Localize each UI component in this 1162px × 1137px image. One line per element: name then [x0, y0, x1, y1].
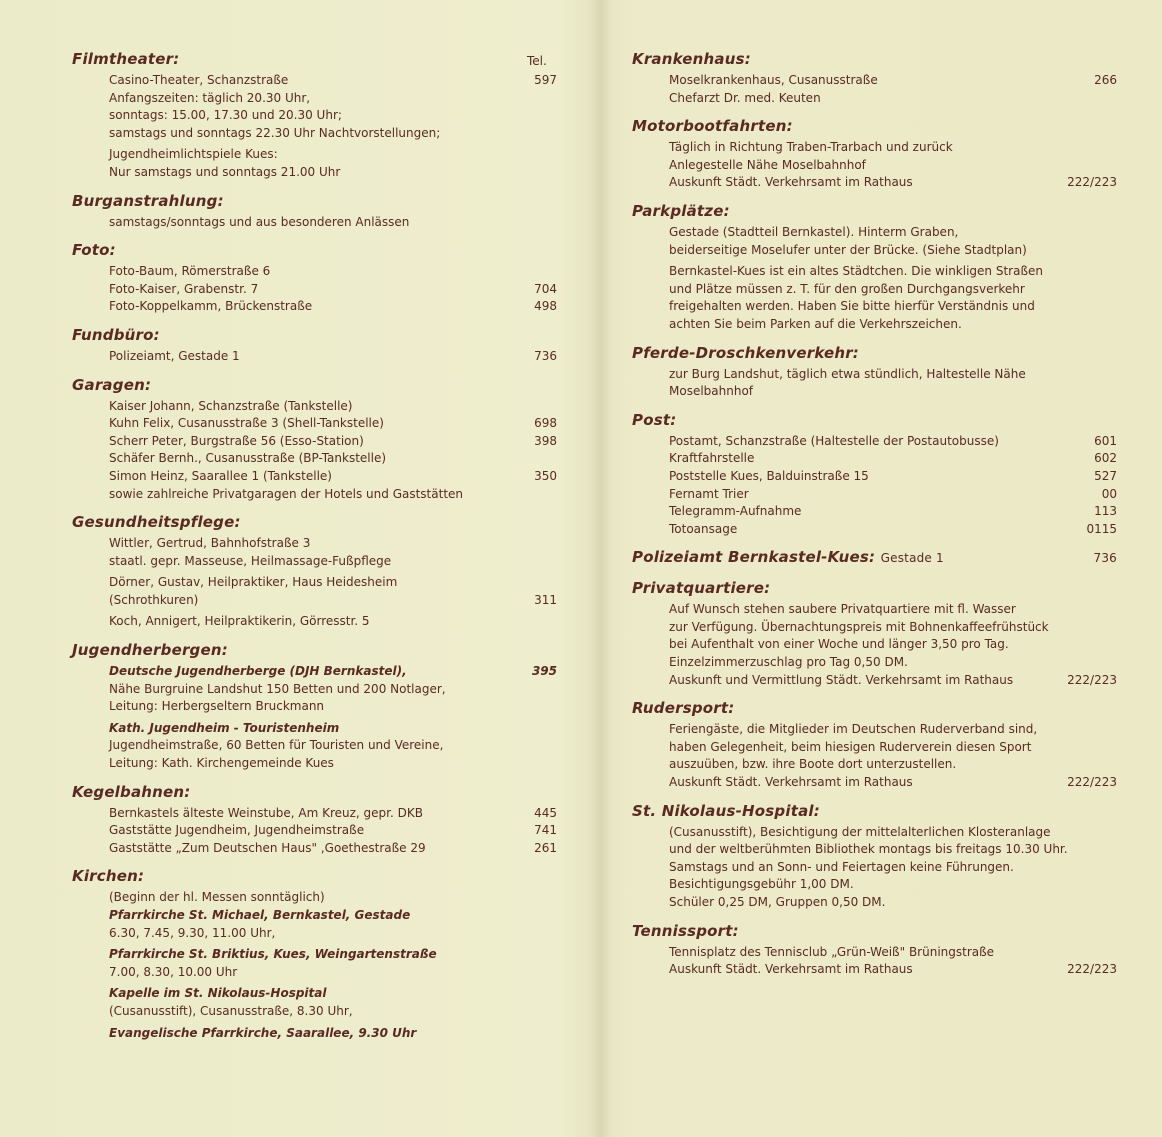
entry-text: Scherr Peter, Burgstraße 56 (Esso-Station) — [109, 433, 364, 448]
entry-text: Nähe Burgruine Landshut 150 Betten und 200 Notlager, — [109, 681, 446, 696]
phone-number — [1077, 876, 1117, 894]
entry-row — [669, 601, 1117, 619]
entry-row — [109, 964, 557, 982]
section-heading: Foto: — [72, 241, 116, 260]
entry-row — [669, 433, 1117, 451]
section-heading: Gesundheitspflege: — [72, 513, 241, 532]
entry-text: Leitung: Herbergseltern Bruckmann — [109, 699, 325, 714]
entry-row — [109, 720, 557, 738]
entry-row — [109, 90, 557, 108]
entry-text: Tennisplatz des Tennisclub „Grün-Weiß" Brüningstraße — [669, 944, 995, 959]
entry-row — [109, 164, 557, 182]
entry-text: Anlegestelle Nähe Moselbahnhof — [669, 157, 866, 172]
section-garagen — [72, 374, 557, 504]
entry-row — [109, 663, 557, 681]
phone-number: 602 — [1094, 451, 1117, 466]
section-heading: Rudersport: — [632, 699, 735, 718]
entry-text: (Cusanusstift), Besichtigung der mittelalterlichen Klosteranlage — [669, 824, 1051, 839]
entry-text: Auskunft Städt. Verkehrsamt im Rathaus — [669, 962, 913, 977]
entry-row — [669, 961, 1117, 979]
entry-row — [669, 654, 1117, 672]
entry-text: Schäfer Bernh., Cusanusstraße (BP-Tankstelle) — [109, 451, 387, 466]
section-foto — [72, 239, 557, 316]
phone-number — [517, 164, 557, 182]
entry-text: und Plätze müssen z. T. für den großen Durchgangsverkehr — [669, 281, 1025, 296]
section-lines — [72, 535, 557, 631]
entry-row — [669, 774, 1117, 792]
entry-text: Casino-Theater, Schanzstraße — [109, 73, 289, 87]
entry-row — [669, 298, 1117, 316]
entry-text: Einzelzimmerzuschlag pro Tag 0,50 DM. — [669, 655, 908, 670]
phone-number — [1077, 263, 1117, 281]
entry-row — [669, 263, 1117, 281]
entry-row — [109, 889, 557, 907]
phone-number — [1077, 281, 1117, 299]
entry-row — [669, 281, 1117, 299]
section-rudersport — [632, 697, 1117, 791]
section-lines — [72, 263, 557, 316]
entry-text: Kapelle im St. Nikolaus-Hospital — [109, 986, 327, 1001]
entry-text: Samstags und an Sonn- und Feiertagen keine Führungen. — [669, 859, 1014, 874]
entry-row — [109, 946, 557, 964]
phone-number — [517, 946, 557, 964]
entry-text: zur Verfügung. Übernachtungspreis mit Bohnenkaffeefrühstück — [669, 619, 1049, 634]
entry-row — [669, 672, 1117, 690]
phone-number — [517, 985, 557, 1003]
right-column — [632, 48, 1117, 987]
tel-column-header: Tel. — [527, 54, 547, 68]
entry-row — [109, 553, 557, 571]
section-heading: Parkplätze: — [632, 201, 730, 220]
entry-row — [109, 613, 557, 631]
phone-number: 113 — [1094, 504, 1117, 519]
entry-row — [669, 157, 1117, 175]
phone-number — [517, 214, 557, 232]
entry-row — [669, 383, 1117, 401]
section-heading: Burganstrahlung: — [72, 191, 224, 210]
section-gesundheitspflege — [72, 511, 557, 631]
entry-row — [109, 214, 557, 232]
entry-text: Jugendheimlichtspiele Kues: — [109, 147, 278, 162]
entry-text: Gaststätte Jugendheim, Jugendheimstraße — [109, 823, 365, 838]
entry-text: Foto-Kaiser, Grabenstr. 7 — [109, 281, 259, 296]
phone-number — [1077, 739, 1117, 757]
entry-row — [669, 486, 1117, 504]
phone-number — [517, 889, 557, 907]
entry-row — [669, 739, 1117, 757]
entry-text: Feriengäste, die Mitglieder im Deutschen Ruderverband sind, — [669, 722, 1038, 737]
entry-text: Kuhn Felix, Cusanusstraße 3 (Shell-Tankstelle) — [109, 416, 384, 431]
entry-row — [669, 521, 1117, 539]
section-heading: Fundbüro: — [72, 325, 160, 344]
entry-row — [669, 72, 1117, 90]
entry-row — [109, 985, 557, 1003]
entry-row — [109, 805, 557, 823]
phone-number: 741 — [534, 823, 557, 838]
entry-text: samstags und sonntags 22.30 Uhr Nachtvorstellungen; — [109, 125, 441, 140]
entry-row — [109, 907, 557, 925]
entry-text: (Cusanusstift), Cusanusstraße, 8.30 Uhr, — [109, 1003, 353, 1018]
entry-row — [669, 756, 1117, 774]
section-heading: Privatquartiere: — [632, 579, 771, 598]
section-lines — [632, 601, 1117, 689]
section-heading: Motorbootfahrten: — [632, 117, 793, 136]
phone-number — [517, 964, 557, 982]
phone-number — [1077, 824, 1117, 842]
entry-text: Bernkastels älteste Weinstube, Am Kreuz, gepr. DKB — [109, 805, 423, 820]
entry-text: 7.00, 8.30, 10.00 Uhr — [109, 964, 238, 979]
section-privatquartiere — [632, 577, 1117, 689]
section-heading: Jugendherbergen: — [72, 641, 228, 660]
entry-row — [669, 450, 1117, 468]
section-lines — [72, 214, 557, 232]
entry-text: Pfarrkirche St. Briktius, Kues, Weingartenstraße — [109, 947, 437, 962]
entry-row — [669, 619, 1117, 637]
phone-number — [517, 681, 557, 699]
entry-row — [109, 415, 557, 433]
section-heading: Kegelbahnen: — [72, 782, 191, 801]
entry-text: und der weltberühmten Bibliothek montags bis freitags 10.30 Uhr. — [669, 842, 1068, 857]
phone-number: 736 — [534, 348, 557, 363]
entry-row — [109, 592, 557, 610]
phone-number — [517, 553, 557, 571]
phone-number — [517, 1003, 557, 1021]
entry-row — [109, 681, 557, 699]
phone-number — [517, 486, 557, 504]
entry-text: Jugendheimstraße, 60 Betten für Touristen und Vereine, — [109, 738, 444, 753]
entry-row — [109, 348, 557, 366]
section-lines — [632, 224, 1117, 334]
entry-text: auszuüben, bzw. ihre Boote dort unterzustellen. — [669, 757, 957, 772]
phone-number — [517, 613, 557, 631]
entry-row — [109, 263, 557, 281]
phone-number: 222/223 — [1067, 175, 1117, 190]
section-heading — [632, 546, 1117, 569]
section-heading: Krankenhaus: — [632, 50, 751, 68]
section-heading: Garagen: — [72, 375, 152, 394]
left-column — [72, 48, 557, 1050]
entry-text: Koch, Annigert, Heilpraktikerin, Görresstr. 5 — [109, 614, 370, 629]
entry-row — [669, 139, 1117, 157]
phone-number — [1077, 619, 1117, 637]
phone-number: 527 — [1094, 468, 1117, 483]
entry-row — [669, 503, 1117, 521]
entry-row — [109, 698, 557, 716]
entry-text: Dörner, Gustav, Heilpraktiker, Haus Heidesheim — [109, 575, 398, 590]
section-lines — [72, 663, 557, 773]
entry-row — [669, 316, 1117, 334]
phone-number — [517, 146, 557, 164]
phone-number — [517, 125, 557, 143]
entry-row — [669, 90, 1117, 108]
phone-number: 498 — [534, 299, 557, 314]
entry-row — [109, 486, 557, 504]
phone-number — [1077, 139, 1117, 157]
section-heading: Kirchen: — [72, 867, 145, 886]
phone-number — [1077, 859, 1117, 877]
section-jugendherbergen — [72, 639, 557, 773]
section-krankenhaus — [632, 48, 1117, 107]
entry-row — [109, 755, 557, 773]
phone-number — [1077, 90, 1117, 108]
entry-text: sonntags: 15.00, 17.30 und 20.30 Uhr; — [109, 108, 342, 123]
entry-text: Wittler, Gertrud, Bahnhofstraße 3 — [109, 536, 311, 551]
entry-row — [109, 72, 557, 90]
entry-text: samstags/sonntags und aus besonderen Anlässen — [109, 214, 410, 229]
phone-number: 261 — [534, 840, 557, 855]
entry-text: Poststelle Kues, Balduinstraße 15 — [669, 468, 869, 483]
phone-number: 698 — [534, 416, 557, 431]
phone-number — [1077, 601, 1117, 619]
entry-row — [669, 366, 1117, 384]
entry-row — [669, 894, 1117, 912]
phone-number — [1077, 242, 1117, 260]
section-lines — [632, 72, 1117, 107]
section-st-nikolaus-hospital — [632, 800, 1117, 912]
entry-row — [109, 925, 557, 943]
phone-number: 222/223 — [1067, 775, 1117, 790]
phone-number — [1077, 383, 1117, 401]
entry-text: Kaiser Johann, Schanzstraße (Tankstelle) — [109, 398, 353, 413]
entry-row — [109, 281, 557, 299]
section-lines — [632, 139, 1117, 192]
entry-text: Besichtigungsgebühr 1,00 DM. — [669, 877, 854, 892]
entry-row — [669, 636, 1117, 654]
phone-number: 395 — [531, 664, 557, 679]
section-lines — [632, 824, 1117, 912]
entry-row — [109, 298, 557, 316]
phone-number — [1077, 224, 1117, 242]
entry-row — [669, 468, 1117, 486]
entry-row — [669, 841, 1117, 859]
entry-text: Polizeiamt, Gestade 1 — [109, 348, 240, 363]
section-post — [632, 409, 1117, 539]
phone-number — [517, 263, 557, 281]
entry-text: Nur samstags und sonntags 21.00 Uhr — [109, 164, 341, 179]
phone-number: 350 — [534, 468, 557, 483]
phone-number — [517, 755, 557, 773]
phone-number — [517, 720, 557, 738]
phone-number — [517, 535, 557, 553]
phone-number — [517, 450, 557, 468]
entry-row — [669, 859, 1117, 877]
section-lines — [632, 721, 1117, 791]
phone-number — [1077, 944, 1117, 962]
entry-text: Totoansage — [669, 521, 738, 536]
phone-number — [1077, 316, 1117, 334]
entry-row — [669, 721, 1117, 739]
section-tennissport — [632, 920, 1117, 979]
section-lines — [632, 366, 1117, 401]
entry-text: Telegramm-Aufnahme — [669, 504, 802, 519]
entry-text: Schüler 0,25 DM, Gruppen 0,50 DM. — [669, 895, 886, 909]
section-filmtheater — [72, 48, 557, 182]
phone-number — [517, 737, 557, 755]
phone-number: 222/223 — [1067, 962, 1117, 977]
section-lines — [72, 348, 557, 366]
entry-text: Auskunft und Vermittlung Städt. Verkehrsamt im Rathaus — [669, 672, 1014, 687]
entry-text: Foto-Baum, Römerstraße 6 — [109, 264, 271, 279]
entry-text: freigehalten werden. Haben Sie bitte hierfür Verständnis und — [669, 299, 1035, 314]
phone-number — [517, 90, 557, 108]
section-motorbootfahrten — [632, 115, 1117, 192]
section-heading: Filmtheater: — [72, 50, 180, 68]
entry-text: achten Sie beim Parken auf die Verkehrszeichen. — [669, 316, 962, 331]
entry-row — [669, 876, 1117, 894]
section-lines — [72, 72, 557, 182]
entry-text: bei Aufenthalt von einer Woche und länger 3,50 pro Tag. — [669, 637, 1009, 652]
phone-number: 00 — [1101, 486, 1117, 501]
entry-text: Deutsche Jugendherberge (DJH Bernkastel), — [109, 664, 407, 679]
section-heading: Post: — [632, 410, 677, 429]
entry-text: Täglich in Richtung Traben-Trarbach und zurück — [669, 140, 953, 155]
phone-number — [517, 574, 557, 592]
phone-number — [1077, 756, 1117, 774]
entry-row — [109, 574, 557, 592]
section-polizeiamt-bernkastel-kues — [632, 546, 1117, 569]
section-heading-label: Polizeiamt Bernkastel-Kues: — [632, 548, 876, 567]
phone-number — [517, 1025, 557, 1043]
phone-number: 0115 — [1086, 521, 1117, 536]
phone-number — [517, 907, 557, 925]
phone-number: 266 — [1094, 73, 1117, 87]
phone-number — [1077, 366, 1117, 384]
entry-text: Postamt, Schanzstraße (Haltestelle der Postautobusse) — [669, 433, 999, 448]
entry-row — [669, 824, 1117, 842]
section-heading: St. Nikolaus-Hospital: — [632, 801, 820, 820]
entry-row — [109, 433, 557, 451]
entry-row — [669, 224, 1117, 242]
entry-text: Pfarrkirche St. Michael, Bernkastel, Gestade — [109, 908, 411, 922]
entry-row — [109, 450, 557, 468]
entry-text: Chefarzt Dr. med. Keuten — [669, 90, 821, 105]
section-lines — [72, 805, 557, 858]
section-lines — [632, 944, 1117, 979]
entry-text: Anfangszeiten: täglich 20.30 Uhr, — [109, 90, 311, 105]
entry-row — [109, 146, 557, 164]
phone-number — [1077, 298, 1117, 316]
entry-text: haben Gelegenheit, beim hiesigen Ruderverein diesen Sport — [669, 739, 1032, 754]
phone-number: 597 — [534, 73, 557, 87]
entry-row — [109, 737, 557, 755]
phone-number: 222/223 — [1067, 672, 1117, 687]
entry-text: Gaststätte „Zum Deutschen Haus" ,Goethestraße 29 — [109, 840, 426, 855]
entry-text: Auskunft Städt. Verkehrsamt im Rathaus — [669, 775, 913, 790]
entry-text: Moselbahnhof — [669, 384, 754, 399]
phone-number: 311 — [534, 592, 557, 607]
entry-row — [109, 1025, 557, 1043]
entry-row — [669, 242, 1117, 260]
entry-text: Gestade (Stadtteil Bernkastel). Hinterm Graben, — [669, 224, 959, 239]
entry-row — [669, 944, 1117, 962]
section-heading-suffix: Gestade 1 — [880, 551, 944, 566]
section-lines — [72, 889, 557, 1042]
entry-text: zur Burg Landshut, täglich etwa stündlich, Haltestelle Nähe — [669, 366, 1026, 381]
entry-row — [109, 107, 557, 125]
entry-text: (Schrothkuren) — [109, 592, 199, 607]
entry-text: Fernamt Trier — [669, 486, 749, 501]
entry-text: 6.30, 7.45, 9.30, 11.00 Uhr, — [109, 925, 276, 940]
entry-row — [109, 535, 557, 553]
entry-text: (Beginn der hl. Messen sonntäglich) — [109, 890, 325, 905]
phone-number: 601 — [1094, 433, 1117, 448]
phone-number — [517, 398, 557, 416]
entry-text: Evangelische Pfarrkirche, Saarallee, 9.30 Uhr — [109, 1025, 417, 1040]
entry-text: Bernkastel-Kues ist ein altes Städtchen. Die winkligen Straßen — [669, 264, 1043, 279]
phone-number — [1077, 636, 1117, 654]
section-heading: Pferde-Droschkenverkehr: — [632, 343, 860, 362]
phone-number — [1077, 841, 1117, 859]
entry-text: Foto-Koppelkamm, Brückenstraße — [109, 299, 313, 314]
phone-number: 398 — [534, 433, 557, 448]
entry-text: Kath. Jugendheim - Touristenheim — [109, 720, 340, 735]
phone-number: 445 — [534, 805, 557, 820]
entry-text: Leitung: Kath. Kirchengemeinde Kues — [109, 756, 334, 771]
section-lines — [632, 433, 1117, 539]
entry-row — [109, 822, 557, 840]
page-fold — [590, 0, 612, 1137]
entry-text: Auf Wunsch stehen saubere Privatquartiere mit fl. Wasser — [669, 602, 1016, 617]
phone-number — [517, 107, 557, 125]
entry-row — [109, 398, 557, 416]
entry-text: Kraftfahrstelle — [669, 451, 755, 466]
phone-number — [517, 925, 557, 943]
section-parkplätze — [632, 200, 1117, 334]
entry-text: sowie zahlreiche Privatgaragen der Hotels und Gaststätten — [109, 486, 464, 501]
section-burganstrahlung — [72, 190, 557, 232]
phone-number: 736 — [1093, 551, 1117, 566]
entry-text: Simon Heinz, Saarallee 1 (Tankstelle) — [109, 468, 332, 483]
phone-number — [1077, 721, 1117, 739]
section-kegelbahnen — [72, 781, 557, 858]
section-fundbüro — [72, 324, 557, 366]
section-heading: Tennissport: — [632, 921, 739, 940]
section-heading-text — [632, 546, 944, 569]
entry-row — [109, 125, 557, 143]
entry-row — [669, 174, 1117, 192]
phone-number — [1077, 654, 1117, 672]
section-lines — [72, 398, 557, 504]
phone-number: 704 — [534, 281, 557, 296]
phone-number — [1077, 894, 1117, 912]
section-pferde-droschkenverkehr — [632, 342, 1117, 401]
entry-text: Auskunft Städt. Verkehrsamt im Rathaus — [669, 175, 913, 190]
entry-text: beiderseitige Moselufer unter der Brücke. (Siehe Stadtplan) — [669, 242, 1027, 257]
entry-text: Moselkrankenhaus, Cusanusstraße — [669, 73, 878, 87]
entry-row — [109, 840, 557, 858]
section-kirchen — [72, 865, 557, 1042]
entry-row — [109, 1003, 557, 1021]
entry-text: staatl. gepr. Masseuse, Heilmassage-Fußpflege — [109, 553, 392, 568]
entry-row — [109, 468, 557, 486]
phone-number — [517, 698, 557, 716]
phone-number — [1077, 157, 1117, 175]
